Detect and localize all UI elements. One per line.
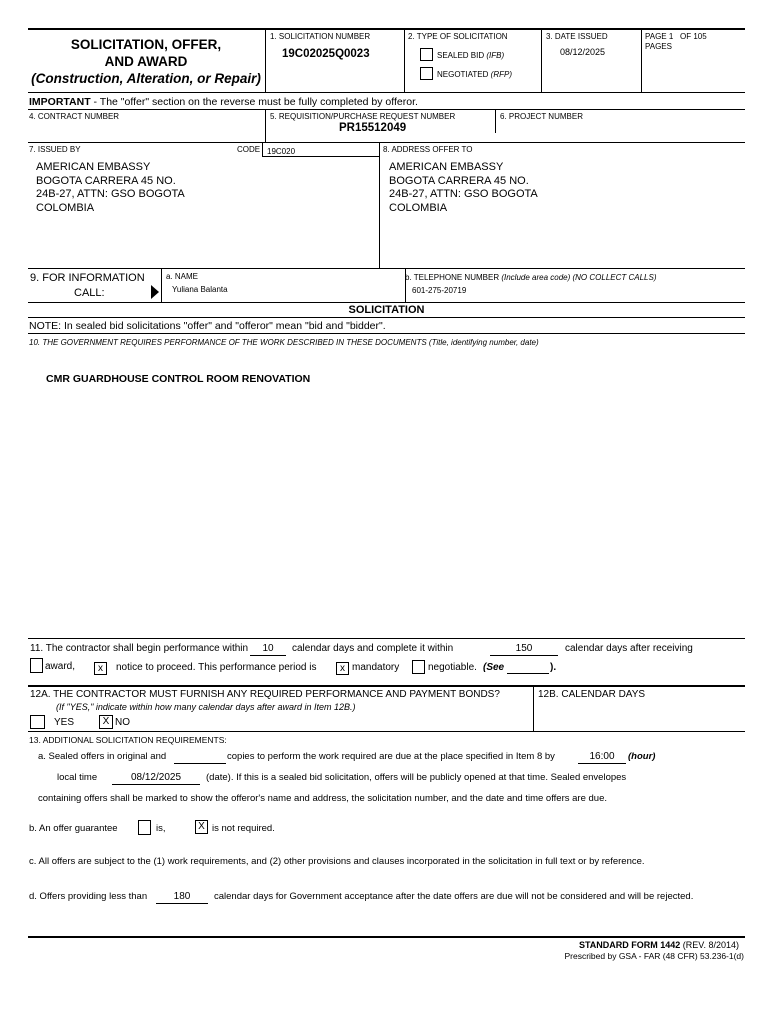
- issuer-code[interactable]: 19C020: [267, 147, 296, 156]
- item12a-label: 12A. THE CONTRACTOR MUST FURNISH ANY REQUIRED PERFORMANCE AND PAYMENT BONDS?: [30, 689, 500, 700]
- divider: [28, 302, 745, 303]
- item13a-text2: copies to perform the work required are due at the place specified in Item 8 by: [227, 751, 555, 762]
- divider: [28, 685, 745, 687]
- guarantee-not-required-checkbox[interactable]: X: [195, 820, 208, 834]
- divider: [533, 685, 534, 731]
- guarantee-not-required-label: is not required.: [212, 823, 275, 834]
- item13d-text2: calendar days for Government acceptance after the date offers are due will not be considered and will be rejected.: [214, 891, 694, 902]
- item13a-text3: (date). If this is a sealed bid solicitation, offers will be publicly opened at that time. Sealed envelopes: [206, 772, 627, 783]
- offer-address[interactable]: AMERICAN EMBASSY BOGOTA CARRERA 45 NO. 24B-27, ATTN: GSO BOGOTA COLOMBIA: [389, 161, 538, 214]
- item10-label: 10. THE GOVERNMENT REQUIRES PERFORMANCE OF THE WORK DESCRIBED IN THESE DOCUMENTS (Title, identifying number, date): [29, 338, 539, 347]
- bonds-no-label: NO: [115, 717, 130, 728]
- contact-name[interactable]: Yuliana Balanta: [172, 285, 228, 294]
- divider: [641, 28, 642, 92]
- contact-name-label: a. NAME: [166, 272, 199, 281]
- divider: [404, 28, 405, 92]
- divider: [28, 731, 745, 732]
- negotiated-checkbox[interactable]: [420, 67, 433, 80]
- solicitation-number-label: 1. SOLICITATION NUMBER: [270, 32, 371, 41]
- important-notice: IMPORTANT - The "offer" section on the reverse must be fully completed by offeror.: [29, 96, 418, 108]
- due-date-field[interactable]: 08/12/2025: [112, 772, 200, 785]
- solicitation-heading: SOLICITATION: [348, 304, 425, 316]
- item12b-label: 12B. CALENDAR DAYS: [538, 689, 646, 700]
- requisition-number[interactable]: PR15512049: [339, 122, 407, 134]
- copies-field[interactable]: [174, 751, 226, 764]
- divider: [28, 268, 745, 269]
- telephone-number[interactable]: 601-275-20719: [412, 286, 467, 295]
- form-number: STANDARD FORM 1442 (REV. 8/2014): [578, 940, 739, 950]
- footer-border: [28, 936, 745, 938]
- bonds-no-checkbox[interactable]: X: [99, 715, 113, 729]
- divider: [541, 28, 542, 92]
- sealed-bid-note: NOTE: In sealed bid solicitations "offer" and "offeror" mean "bid and "bidder".: [29, 320, 386, 332]
- bonds-yes-checkbox[interactable]: [30, 715, 45, 729]
- top-border: [28, 28, 745, 30]
- divider: [28, 333, 745, 334]
- form-title-line2: AND AWARD: [104, 54, 188, 69]
- telephone-label: b. TELEPHONE NUMBER (Include area code) (NO COLLECT CALLS): [405, 273, 657, 282]
- address-offer-to-label: 8. ADDRESS OFFER TO: [383, 145, 473, 154]
- issued-by-address[interactable]: AMERICAN EMBASSY BOGOTA CARRERA 45 NO. 24B-27, ATTN: GSO BOGOTA COLOMBIA: [36, 161, 185, 214]
- divider: [262, 156, 379, 157]
- requisition-number-label: 5. REQUISITION/PURCHASE REQUEST NUMBER: [270, 112, 456, 121]
- divider: [379, 142, 380, 268]
- see-field[interactable]: [507, 673, 549, 674]
- complete-days-field[interactable]: 150: [490, 643, 558, 656]
- solicitation-number[interactable]: 19C02025Q0023: [282, 48, 370, 60]
- notice-to-proceed-label: notice to proceed. This performance period is: [116, 662, 317, 673]
- item11-text-b: calendar days and complete it within: [292, 643, 454, 654]
- project-number-label: 6. PROJECT NUMBER: [500, 112, 583, 121]
- item13b-text: b. An offer guarantee: [29, 823, 118, 834]
- item12a-instruction: (If "YES," indicate within how many calendar days after award in Item 12B.): [56, 702, 356, 712]
- award-label: award,: [45, 661, 76, 672]
- item13a-text4: containing offers shall be marked to show the offeror's name and address, the solicitation number, and the date and time offers are due.: [38, 793, 607, 804]
- pages-label: PAGES: [645, 42, 672, 51]
- page-count: PAGE 1 OF 105: [645, 32, 707, 41]
- form-title-line1: SOLICITATION, OFFER,: [70, 37, 222, 52]
- divider: [265, 28, 266, 92]
- divider: [28, 109, 745, 110]
- divider: [28, 317, 745, 318]
- item13c-text: c. All offers are subject to the (1) work requirements, and (2) other provisions and clauses incorporated in the solicitation in full text or by reference.: [29, 856, 645, 867]
- negotiable-checkbox[interactable]: [412, 660, 425, 674]
- item11-text-a: 11. The contractor shall begin performance within: [30, 643, 249, 654]
- begin-days-field[interactable]: 10: [250, 643, 286, 656]
- form-title-line3: (Construction, Alteration, or Repair): [31, 71, 261, 86]
- contract-number-label: 4. CONTRACT NUMBER: [29, 112, 120, 121]
- divider: [28, 142, 745, 143]
- hour-label: (hour): [628, 751, 656, 762]
- negotiable-label: negotiable.: [428, 662, 477, 673]
- due-hour-field[interactable]: 16:00: [578, 751, 626, 764]
- divider: [495, 109, 496, 133]
- mandatory-checkbox[interactable]: x: [336, 662, 349, 675]
- divider: [265, 109, 266, 142]
- item11-text-c: calendar days after receiving: [565, 643, 693, 654]
- for-information-label: 9. FOR INFORMATION: [30, 272, 145, 284]
- type-of-solicitation-label: 2. TYPE OF SOLICITATION: [408, 32, 508, 41]
- item13a-text1: a. Sealed offers in original and: [38, 751, 167, 762]
- award-checkbox[interactable]: [30, 658, 43, 673]
- item13-label: 13. ADDITIONAL SOLICITATION REQUIREMENTS:: [29, 735, 227, 745]
- divider: [28, 638, 745, 639]
- arrow-right-icon: [151, 285, 159, 299]
- issued-by-label: 7. ISSUED BY: [29, 145, 81, 154]
- sealed-bid-label: SEALED BID (IFB): [437, 51, 505, 60]
- guarantee-is-label: is,: [156, 823, 166, 834]
- sealed-bid-checkbox[interactable]: [420, 48, 433, 61]
- date-issued-label: 3. DATE ISSUED: [546, 32, 608, 41]
- divider: [161, 268, 162, 302]
- item13d-text1: d. Offers providing less than: [29, 891, 148, 902]
- divider: [262, 142, 263, 156]
- see-end: ).: [550, 662, 557, 673]
- date-issued[interactable]: 08/12/2025: [560, 47, 606, 57]
- acceptance-days-field[interactable]: 180: [156, 891, 208, 904]
- prescribed-by: Prescribed by GSA - FAR (48 CFR) 53.236-1(d): [564, 951, 744, 961]
- work-title[interactable]: CMR GUARDHOUSE CONTROL ROOM RENOVATION: [46, 373, 311, 385]
- call-label: CALL:: [74, 287, 105, 299]
- code-label: CODE: [237, 145, 261, 154]
- bonds-yes-label: YES: [54, 717, 75, 728]
- divider: [28, 92, 745, 93]
- local-time-label: local time: [57, 772, 98, 783]
- see-label: (See: [483, 662, 505, 673]
- guarantee-is-checkbox[interactable]: [138, 820, 151, 835]
- notice-to-proceed-checkbox[interactable]: x: [94, 662, 107, 675]
- mandatory-label: mandatory: [352, 662, 400, 673]
- negotiated-label: NEGOTIATED (RFP): [437, 70, 512, 79]
